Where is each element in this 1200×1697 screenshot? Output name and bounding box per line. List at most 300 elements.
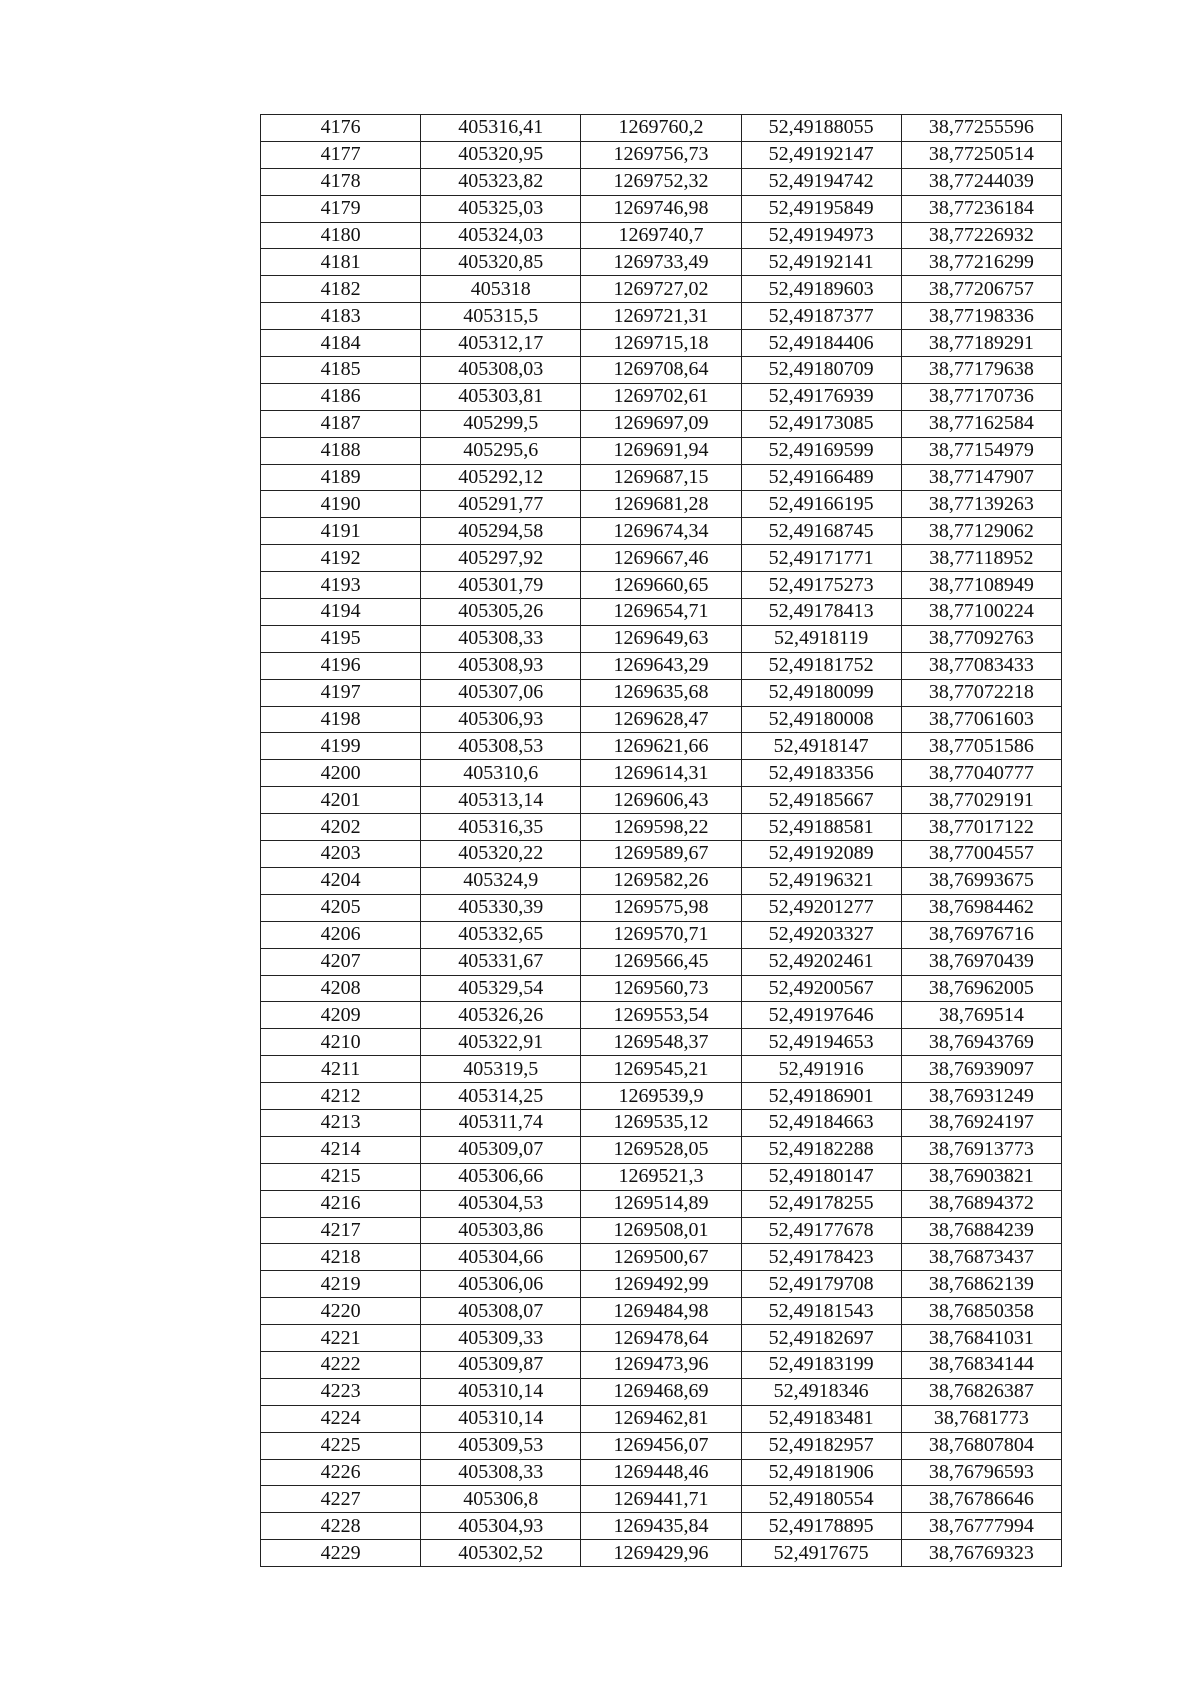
y-coordinate-cell: 1269535,12 — [581, 1109, 741, 1136]
point-number-cell: 4188 — [261, 437, 421, 464]
x-coordinate-cell: 405308,03 — [421, 357, 581, 384]
table-row — [261, 410, 1062, 437]
point-number-cell: 4215 — [261, 1163, 421, 1190]
point-number-cell: 4205 — [261, 894, 421, 921]
table-row — [261, 437, 1062, 464]
longitude-cell: 38,76939097 — [901, 1056, 1061, 1083]
x-coordinate-cell: 405304,93 — [421, 1513, 581, 1540]
y-coordinate-cell: 1269570,71 — [581, 921, 741, 948]
y-coordinate-cell: 1269500,67 — [581, 1244, 741, 1271]
latitude-cell: 52,49180147 — [741, 1163, 901, 1190]
table-row — [261, 1325, 1062, 1352]
latitude-cell: 52,49197646 — [741, 1002, 901, 1029]
x-coordinate-cell: 405324,9 — [421, 867, 581, 894]
x-coordinate-cell: 405316,35 — [421, 814, 581, 841]
y-coordinate-cell: 1269582,26 — [581, 867, 741, 894]
y-coordinate-cell: 1269702,61 — [581, 383, 741, 410]
point-number-cell: 4216 — [261, 1190, 421, 1217]
y-coordinate-cell: 1269746,98 — [581, 195, 741, 222]
latitude-cell: 52,49169599 — [741, 437, 901, 464]
table-row — [261, 357, 1062, 384]
table-row — [261, 894, 1062, 921]
table-row — [261, 518, 1062, 545]
latitude-cell: 52,49181752 — [741, 652, 901, 679]
y-coordinate-cell: 1269649,63 — [581, 625, 741, 652]
longitude-cell: 38,77236184 — [901, 195, 1061, 222]
x-coordinate-cell: 405310,6 — [421, 760, 581, 787]
table-row — [261, 625, 1062, 652]
table-row — [261, 1136, 1062, 1163]
longitude-cell: 38,77092763 — [901, 625, 1061, 652]
longitude-cell: 38,77100224 — [901, 599, 1061, 626]
y-coordinate-cell: 1269553,54 — [581, 1002, 741, 1029]
longitude-cell: 38,76834144 — [901, 1351, 1061, 1378]
y-coordinate-cell: 1269621,66 — [581, 733, 741, 760]
point-number-cell: 4223 — [261, 1378, 421, 1405]
latitude-cell: 52,49183199 — [741, 1351, 901, 1378]
longitude-cell: 38,76873437 — [901, 1244, 1061, 1271]
latitude-cell: 52,49196321 — [741, 867, 901, 894]
table-row — [261, 464, 1062, 491]
table-row — [261, 1405, 1062, 1432]
longitude-cell: 38,77004557 — [901, 841, 1061, 868]
y-coordinate-cell: 1269606,43 — [581, 787, 741, 814]
longitude-cell: 38,76807804 — [901, 1432, 1061, 1459]
latitude-cell: 52,49194653 — [741, 1029, 901, 1056]
x-coordinate-cell: 405311,74 — [421, 1109, 581, 1136]
point-number-cell: 4218 — [261, 1244, 421, 1271]
longitude-cell: 38,77072218 — [901, 679, 1061, 706]
y-coordinate-cell: 1269448,46 — [581, 1459, 741, 1486]
coordinates-table-body — [261, 115, 1062, 1567]
longitude-cell: 38,7681773 — [901, 1405, 1061, 1432]
latitude-cell: 52,49183481 — [741, 1405, 901, 1432]
x-coordinate-cell: 405330,39 — [421, 894, 581, 921]
y-coordinate-cell: 1269545,21 — [581, 1056, 741, 1083]
longitude-cell: 38,76924197 — [901, 1109, 1061, 1136]
point-number-cell: 4200 — [261, 760, 421, 787]
x-coordinate-cell: 405309,87 — [421, 1351, 581, 1378]
y-coordinate-cell: 1269760,2 — [581, 115, 741, 142]
y-coordinate-cell: 1269575,98 — [581, 894, 741, 921]
y-coordinate-cell: 1269478,64 — [581, 1325, 741, 1352]
x-coordinate-cell: 405304,53 — [421, 1190, 581, 1217]
point-number-cell: 4185 — [261, 357, 421, 384]
point-number-cell: 4217 — [261, 1217, 421, 1244]
point-number-cell: 4228 — [261, 1513, 421, 1540]
x-coordinate-cell: 405308,33 — [421, 1459, 581, 1486]
table-row — [261, 679, 1062, 706]
x-coordinate-cell: 405332,65 — [421, 921, 581, 948]
table-row — [261, 787, 1062, 814]
point-number-cell: 4178 — [261, 168, 421, 195]
longitude-cell: 38,76993675 — [901, 867, 1061, 894]
longitude-cell: 38,76862139 — [901, 1271, 1061, 1298]
x-coordinate-cell: 405295,6 — [421, 437, 581, 464]
y-coordinate-cell: 1269667,46 — [581, 545, 741, 572]
y-coordinate-cell: 1269598,22 — [581, 814, 741, 841]
table-row — [261, 330, 1062, 357]
table-row — [261, 921, 1062, 948]
x-coordinate-cell: 405306,66 — [421, 1163, 581, 1190]
latitude-cell: 52,49200567 — [741, 975, 901, 1002]
y-coordinate-cell: 1269674,34 — [581, 518, 741, 545]
longitude-cell: 38,76826387 — [901, 1378, 1061, 1405]
table-row — [261, 1459, 1062, 1486]
y-coordinate-cell: 1269468,69 — [581, 1378, 741, 1405]
x-coordinate-cell: 405309,53 — [421, 1432, 581, 1459]
x-coordinate-cell: 405308,53 — [421, 733, 581, 760]
latitude-cell: 52,49192089 — [741, 841, 901, 868]
point-number-cell: 4193 — [261, 572, 421, 599]
x-coordinate-cell: 405306,06 — [421, 1271, 581, 1298]
latitude-cell: 52,49186901 — [741, 1083, 901, 1110]
point-number-cell: 4183 — [261, 303, 421, 330]
table-row — [261, 733, 1062, 760]
y-coordinate-cell: 1269528,05 — [581, 1136, 741, 1163]
table-row — [261, 195, 1062, 222]
y-coordinate-cell: 1269566,45 — [581, 948, 741, 975]
x-coordinate-cell: 405312,17 — [421, 330, 581, 357]
latitude-cell: 52,49194742 — [741, 168, 901, 195]
x-coordinate-cell: 405315,5 — [421, 303, 581, 330]
table-row — [261, 491, 1062, 518]
y-coordinate-cell: 1269654,71 — [581, 599, 741, 626]
latitude-cell: 52,491916 — [741, 1056, 901, 1083]
y-coordinate-cell: 1269560,73 — [581, 975, 741, 1002]
x-coordinate-cell: 405308,33 — [421, 625, 581, 652]
latitude-cell: 52,4918147 — [741, 733, 901, 760]
longitude-cell: 38,77108949 — [901, 572, 1061, 599]
point-number-cell: 4226 — [261, 1459, 421, 1486]
longitude-cell: 38,76769323 — [901, 1540, 1061, 1567]
point-number-cell: 4201 — [261, 787, 421, 814]
table-row — [261, 1298, 1062, 1325]
table-row — [261, 652, 1062, 679]
table-row — [261, 1217, 1062, 1244]
x-coordinate-cell: 405310,14 — [421, 1378, 581, 1405]
table-row — [261, 1486, 1062, 1513]
y-coordinate-cell: 1269727,02 — [581, 276, 741, 303]
table-row — [261, 1029, 1062, 1056]
x-coordinate-cell: 405324,03 — [421, 222, 581, 249]
y-coordinate-cell: 1269462,81 — [581, 1405, 741, 1432]
point-number-cell: 4186 — [261, 383, 421, 410]
latitude-cell: 52,49176939 — [741, 383, 901, 410]
x-coordinate-cell: 405306,93 — [421, 706, 581, 733]
point-number-cell: 4179 — [261, 195, 421, 222]
y-coordinate-cell: 1269756,73 — [581, 141, 741, 168]
x-coordinate-cell: 405320,85 — [421, 249, 581, 276]
table-row — [261, 841, 1062, 868]
latitude-cell: 52,49180709 — [741, 357, 901, 384]
point-number-cell: 4190 — [261, 491, 421, 518]
point-number-cell: 4209 — [261, 1002, 421, 1029]
point-number-cell: 4194 — [261, 599, 421, 626]
longitude-cell: 38,77017122 — [901, 814, 1061, 841]
x-coordinate-cell: 405320,22 — [421, 841, 581, 868]
latitude-cell: 52,49173085 — [741, 410, 901, 437]
point-number-cell: 4220 — [261, 1298, 421, 1325]
y-coordinate-cell: 1269635,68 — [581, 679, 741, 706]
latitude-cell: 52,49188581 — [741, 814, 901, 841]
y-coordinate-cell: 1269721,31 — [581, 303, 741, 330]
table-row — [261, 1351, 1062, 1378]
point-number-cell: 4176 — [261, 115, 421, 142]
latitude-cell: 52,4918346 — [741, 1378, 901, 1405]
latitude-cell: 52,4918119 — [741, 625, 901, 652]
y-coordinate-cell: 1269691,94 — [581, 437, 741, 464]
longitude-cell: 38,77040777 — [901, 760, 1061, 787]
x-coordinate-cell: 405303,81 — [421, 383, 581, 410]
longitude-cell: 38,76976716 — [901, 921, 1061, 948]
longitude-cell: 38,77139263 — [901, 491, 1061, 518]
point-number-cell: 4225 — [261, 1432, 421, 1459]
x-coordinate-cell: 405322,91 — [421, 1029, 581, 1056]
point-number-cell: 4199 — [261, 733, 421, 760]
x-coordinate-cell: 405294,58 — [421, 518, 581, 545]
latitude-cell: 52,49182697 — [741, 1325, 901, 1352]
latitude-cell: 52,49177678 — [741, 1217, 901, 1244]
table-row — [261, 222, 1062, 249]
y-coordinate-cell: 1269752,32 — [581, 168, 741, 195]
x-coordinate-cell: 405308,93 — [421, 652, 581, 679]
x-coordinate-cell: 405323,82 — [421, 168, 581, 195]
table-row — [261, 276, 1062, 303]
latitude-cell: 52,49185667 — [741, 787, 901, 814]
x-coordinate-cell: 405326,26 — [421, 1002, 581, 1029]
latitude-cell: 52,49201277 — [741, 894, 901, 921]
x-coordinate-cell: 405292,12 — [421, 464, 581, 491]
latitude-cell: 52,49189603 — [741, 276, 901, 303]
y-coordinate-cell: 1269614,31 — [581, 760, 741, 787]
latitude-cell: 52,49194973 — [741, 222, 901, 249]
y-coordinate-cell: 1269548,37 — [581, 1029, 741, 1056]
latitude-cell: 52,49184663 — [741, 1109, 901, 1136]
longitude-cell: 38,77061603 — [901, 706, 1061, 733]
table-row — [261, 867, 1062, 894]
y-coordinate-cell: 1269473,96 — [581, 1351, 741, 1378]
point-number-cell: 4214 — [261, 1136, 421, 1163]
longitude-cell: 38,769514 — [901, 1002, 1061, 1029]
point-number-cell: 4198 — [261, 706, 421, 733]
table-row — [261, 383, 1062, 410]
longitude-cell: 38,76850358 — [901, 1298, 1061, 1325]
point-number-cell: 4221 — [261, 1325, 421, 1352]
point-number-cell: 4191 — [261, 518, 421, 545]
y-coordinate-cell: 1269539,9 — [581, 1083, 741, 1110]
longitude-cell: 38,77244039 — [901, 168, 1061, 195]
table-row — [261, 1002, 1062, 1029]
point-number-cell: 4203 — [261, 841, 421, 868]
point-number-cell: 4204 — [261, 867, 421, 894]
point-number-cell: 4177 — [261, 141, 421, 168]
point-number-cell: 4196 — [261, 652, 421, 679]
longitude-cell: 38,77255596 — [901, 115, 1061, 142]
table-row — [261, 572, 1062, 599]
table-row — [261, 1271, 1062, 1298]
y-coordinate-cell: 1269589,67 — [581, 841, 741, 868]
longitude-cell: 38,76943769 — [901, 1029, 1061, 1056]
longitude-cell: 38,76777994 — [901, 1513, 1061, 1540]
latitude-cell: 52,49180099 — [741, 679, 901, 706]
point-number-cell: 4208 — [261, 975, 421, 1002]
point-number-cell: 4224 — [261, 1405, 421, 1432]
latitude-cell: 52,49192147 — [741, 141, 901, 168]
latitude-cell: 52,49166195 — [741, 491, 901, 518]
y-coordinate-cell: 1269740,7 — [581, 222, 741, 249]
point-number-cell: 4195 — [261, 625, 421, 652]
x-coordinate-cell: 405299,5 — [421, 410, 581, 437]
y-coordinate-cell: 1269708,64 — [581, 357, 741, 384]
point-number-cell: 4219 — [261, 1271, 421, 1298]
y-coordinate-cell: 1269435,84 — [581, 1513, 741, 1540]
y-coordinate-cell: 1269643,29 — [581, 652, 741, 679]
table-row — [261, 141, 1062, 168]
x-coordinate-cell: 405291,77 — [421, 491, 581, 518]
y-coordinate-cell: 1269715,18 — [581, 330, 741, 357]
latitude-cell: 52,49178895 — [741, 1513, 901, 1540]
latitude-cell: 52,49180008 — [741, 706, 901, 733]
x-coordinate-cell: 405320,95 — [421, 141, 581, 168]
latitude-cell: 52,49192141 — [741, 249, 901, 276]
y-coordinate-cell: 1269521,3 — [581, 1163, 741, 1190]
latitude-cell: 52,49178413 — [741, 599, 901, 626]
table-row — [261, 1109, 1062, 1136]
point-number-cell: 4189 — [261, 464, 421, 491]
longitude-cell: 38,76796593 — [901, 1459, 1061, 1486]
latitude-cell: 52,49195849 — [741, 195, 901, 222]
x-coordinate-cell: 405305,26 — [421, 599, 581, 626]
point-number-cell: 4180 — [261, 222, 421, 249]
longitude-cell: 38,77147907 — [901, 464, 1061, 491]
x-coordinate-cell: 405319,5 — [421, 1056, 581, 1083]
table-row — [261, 1513, 1062, 1540]
x-coordinate-cell: 405309,33 — [421, 1325, 581, 1352]
latitude-cell: 52,49182957 — [741, 1432, 901, 1459]
longitude-cell: 38,77226932 — [901, 222, 1061, 249]
y-coordinate-cell: 1269733,49 — [581, 249, 741, 276]
latitude-cell: 52,49203327 — [741, 921, 901, 948]
point-number-cell: 4181 — [261, 249, 421, 276]
y-coordinate-cell: 1269681,28 — [581, 491, 741, 518]
y-coordinate-cell: 1269484,98 — [581, 1298, 741, 1325]
latitude-cell: 52,49178423 — [741, 1244, 901, 1271]
table-row — [261, 1190, 1062, 1217]
latitude-cell: 52,49168745 — [741, 518, 901, 545]
latitude-cell: 52,49178255 — [741, 1190, 901, 1217]
y-coordinate-cell: 1269660,65 — [581, 572, 741, 599]
table-row — [261, 599, 1062, 626]
longitude-cell: 38,76841031 — [901, 1325, 1061, 1352]
table-row — [261, 1163, 1062, 1190]
latitude-cell: 52,49188055 — [741, 115, 901, 142]
point-number-cell: 4222 — [261, 1351, 421, 1378]
table-row — [261, 1244, 1062, 1271]
longitude-cell: 38,77189291 — [901, 330, 1061, 357]
point-number-cell: 4202 — [261, 814, 421, 841]
y-coordinate-cell: 1269456,07 — [581, 1432, 741, 1459]
table-row — [261, 1378, 1062, 1405]
x-coordinate-cell: 405313,14 — [421, 787, 581, 814]
y-coordinate-cell: 1269429,96 — [581, 1540, 741, 1567]
x-coordinate-cell: 405318 — [421, 276, 581, 303]
longitude-cell: 38,76903821 — [901, 1163, 1061, 1190]
y-coordinate-cell: 1269697,09 — [581, 410, 741, 437]
longitude-cell: 38,77154979 — [901, 437, 1061, 464]
latitude-cell: 52,49181543 — [741, 1298, 901, 1325]
longitude-cell: 38,77250514 — [901, 141, 1061, 168]
table-row — [261, 1540, 1062, 1567]
longitude-cell: 38,76786646 — [901, 1486, 1061, 1513]
x-coordinate-cell: 405302,52 — [421, 1540, 581, 1567]
latitude-cell: 52,49184406 — [741, 330, 901, 357]
x-coordinate-cell: 405329,54 — [421, 975, 581, 1002]
longitude-cell: 38,76913773 — [901, 1136, 1061, 1163]
table-row — [261, 948, 1062, 975]
point-number-cell: 4213 — [261, 1109, 421, 1136]
table-row — [261, 1432, 1062, 1459]
table-row — [261, 545, 1062, 572]
longitude-cell: 38,77083433 — [901, 652, 1061, 679]
point-number-cell: 4184 — [261, 330, 421, 357]
longitude-cell: 38,77162584 — [901, 410, 1061, 437]
table-row — [261, 168, 1062, 195]
point-number-cell: 4182 — [261, 276, 421, 303]
point-number-cell: 4207 — [261, 948, 421, 975]
x-coordinate-cell: 405325,03 — [421, 195, 581, 222]
table-row — [261, 249, 1062, 276]
longitude-cell: 38,76894372 — [901, 1190, 1061, 1217]
longitude-cell: 38,77029191 — [901, 787, 1061, 814]
y-coordinate-cell: 1269514,89 — [581, 1190, 741, 1217]
latitude-cell: 52,49166489 — [741, 464, 901, 491]
longitude-cell: 38,76962005 — [901, 975, 1061, 1002]
table-row — [261, 706, 1062, 733]
point-number-cell: 4210 — [261, 1029, 421, 1056]
point-number-cell: 4187 — [261, 410, 421, 437]
latitude-cell: 52,49182288 — [741, 1136, 901, 1163]
longitude-cell: 38,76984462 — [901, 894, 1061, 921]
point-number-cell: 4206 — [261, 921, 421, 948]
table-row — [261, 760, 1062, 787]
y-coordinate-cell: 1269628,47 — [581, 706, 741, 733]
point-number-cell: 4197 — [261, 679, 421, 706]
latitude-cell: 52,49171771 — [741, 545, 901, 572]
table-row — [261, 1083, 1062, 1110]
x-coordinate-cell: 405306,8 — [421, 1486, 581, 1513]
longitude-cell: 38,76884239 — [901, 1217, 1061, 1244]
longitude-cell: 38,77216299 — [901, 249, 1061, 276]
longitude-cell: 38,77198336 — [901, 303, 1061, 330]
y-coordinate-cell: 1269441,71 — [581, 1486, 741, 1513]
latitude-cell: 52,49179708 — [741, 1271, 901, 1298]
x-coordinate-cell: 405297,92 — [421, 545, 581, 572]
table-row — [261, 975, 1062, 1002]
x-coordinate-cell: 405304,66 — [421, 1244, 581, 1271]
longitude-cell: 38,77051586 — [901, 733, 1061, 760]
table-row — [261, 814, 1062, 841]
table-row — [261, 115, 1062, 142]
point-number-cell: 4227 — [261, 1486, 421, 1513]
point-number-cell: 4211 — [261, 1056, 421, 1083]
y-coordinate-cell: 1269687,15 — [581, 464, 741, 491]
longitude-cell: 38,77206757 — [901, 276, 1061, 303]
latitude-cell: 52,49202461 — [741, 948, 901, 975]
table-row — [261, 1056, 1062, 1083]
longitude-cell: 38,77179638 — [901, 357, 1061, 384]
latitude-cell: 52,49181906 — [741, 1459, 901, 1486]
